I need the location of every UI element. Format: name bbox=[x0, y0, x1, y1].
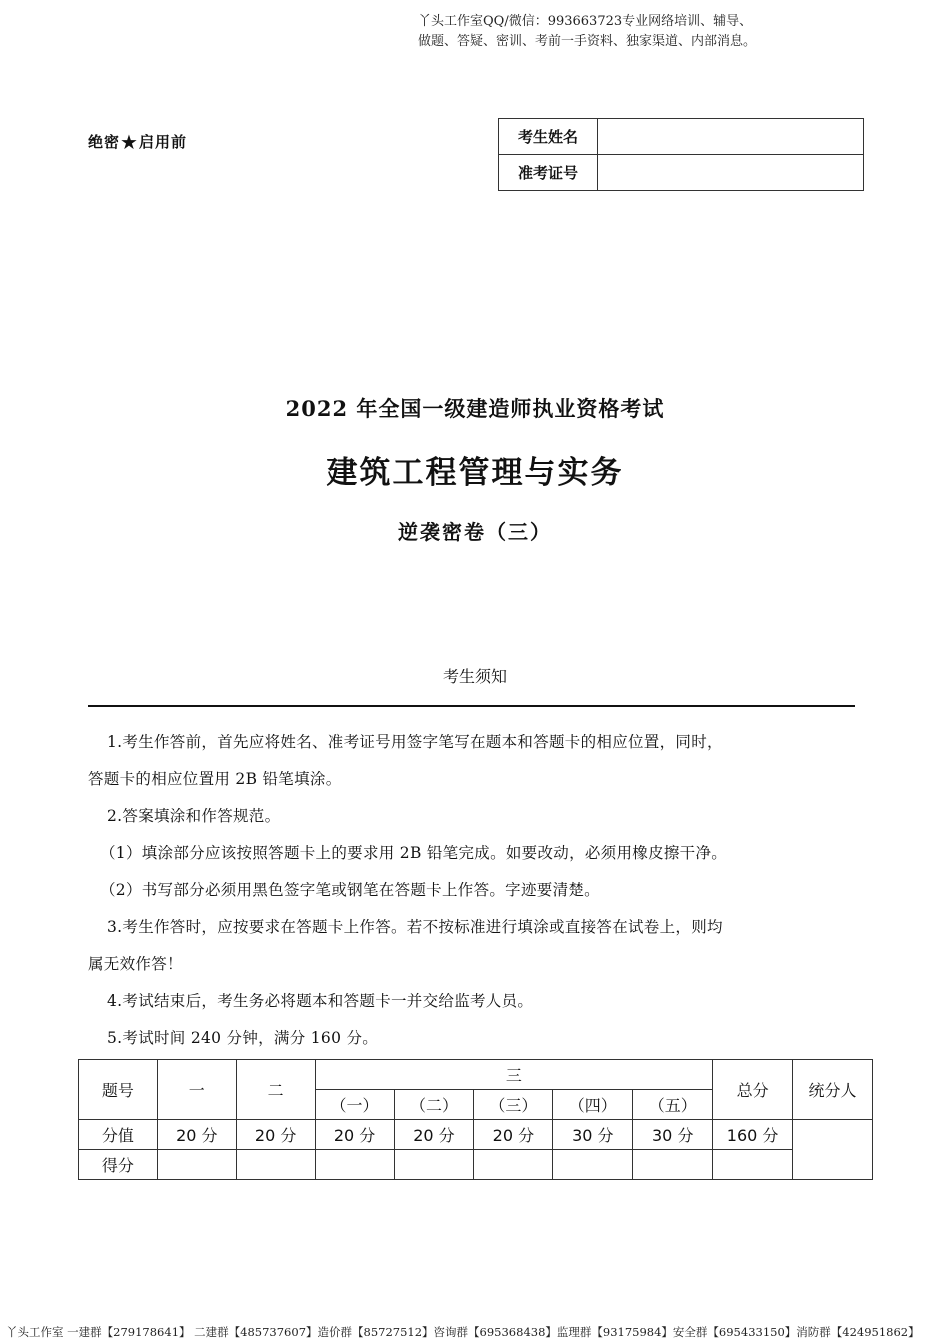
notice-item: 2.答案填涂和作答规范。 bbox=[107, 807, 281, 825]
notice-heading: 考生须知 bbox=[442, 667, 507, 686]
score-entry-cell[interactable] bbox=[553, 1150, 633, 1180]
notice-item: 5.考试时间 240 分钟，满分 160 分。 bbox=[107, 1029, 379, 1047]
header-sub-3: （三） bbox=[474, 1090, 553, 1120]
notice-item: 答题卡的相应位置用 2B 铅笔填涂。 bbox=[88, 770, 342, 788]
score-entry-cell[interactable] bbox=[474, 1150, 553, 1180]
candidate-info-box bbox=[498, 118, 864, 191]
notice-item: 1.考生作答前，首先应将姓名、准考证号用签字笔写在题本和答题卡的相应位置，同时， bbox=[107, 733, 723, 751]
value-cell: 160 分 bbox=[713, 1120, 793, 1150]
row-label-score: 得分 bbox=[79, 1150, 158, 1180]
score-entry-cell[interactable] bbox=[633, 1150, 713, 1180]
before-use-text: 启用前 bbox=[138, 133, 187, 151]
header-total: 总分 bbox=[713, 1060, 793, 1120]
notice-item: （2）书写部分必须用黑色签字笔或钢笔在答题卡上作答。字迹要清楚。 bbox=[100, 881, 600, 899]
footer-group-list: 丫头工作室 一建群【279178641】 二建群【485737607】造价群【85727512】咨询群【695368438】监理群【93175984】安全群【695433150】消防群【424951862】 bbox=[6, 1325, 920, 1339]
header-part-3: 三 bbox=[315, 1060, 713, 1090]
header-scorer: 统分人 bbox=[793, 1060, 873, 1120]
ticket-number-field[interactable] bbox=[598, 155, 864, 191]
confidential-text: 绝密 bbox=[88, 133, 121, 151]
notice-item: 属无效作答！ bbox=[88, 955, 183, 973]
notice-item: 3.考生作答时，应按要求在答题卡上作答。若不按标准进行填涂或直接答在试卷上，则均 bbox=[107, 918, 723, 936]
value-cell: 20 分 bbox=[157, 1120, 236, 1150]
value-cell: 20 分 bbox=[236, 1120, 315, 1150]
star-icon: ★ bbox=[120, 130, 139, 154]
notice-item: 4.考试结束后，考生务必将题本和答题卡一并交给监考人员。 bbox=[107, 992, 534, 1010]
notice-item: （1）填涂部分应该按照答题卡上的要求用 2B 铅笔完成。如要改动，必须用橡皮擦干净。 bbox=[100, 844, 728, 862]
header-question-number: 题号 bbox=[79, 1060, 158, 1120]
value-cell: 30 分 bbox=[633, 1120, 713, 1150]
ticket-number-label: 准考证号 bbox=[499, 155, 598, 191]
row-label-value: 分值 bbox=[79, 1120, 158, 1150]
header-sub-1: （一） bbox=[315, 1090, 394, 1120]
header-note-line-1: 丫头工作室QQ/微信：993663723专业网络培训、辅导、 bbox=[418, 14, 753, 29]
exam-title: 2022 年全国一级建造师执业资格考试 bbox=[285, 396, 665, 421]
value-cell: 20 分 bbox=[315, 1120, 394, 1150]
candidate-name-label: 考生姓名 bbox=[499, 119, 598, 155]
score-entry-cell[interactable] bbox=[394, 1150, 474, 1180]
paper-title: 逆袭密卷（三） bbox=[398, 520, 552, 544]
score-entry-cell[interactable] bbox=[315, 1150, 394, 1180]
notice-list bbox=[88, 724, 858, 1057]
confidential-label bbox=[88, 130, 187, 154]
score-table bbox=[78, 1059, 873, 1180]
score-entry-cell[interactable] bbox=[236, 1150, 315, 1180]
scorer-signature-cell[interactable] bbox=[793, 1120, 873, 1180]
header-note-line-2: 做题、答疑、密训、考前一手资料、独家渠道、内部消息。 bbox=[418, 34, 757, 49]
header-promo-note bbox=[418, 12, 898, 52]
score-entry-cell[interactable] bbox=[157, 1150, 236, 1180]
score-entry-cell[interactable] bbox=[713, 1150, 793, 1180]
subject-title: 建筑工程管理与实务 bbox=[326, 455, 624, 491]
candidate-name-field[interactable] bbox=[598, 119, 864, 155]
header-part-2: 二 bbox=[236, 1060, 315, 1120]
header-sub-4: （四） bbox=[553, 1090, 633, 1120]
notice-divider bbox=[88, 705, 855, 707]
value-cell: 20 分 bbox=[474, 1120, 553, 1150]
value-cell: 30 分 bbox=[553, 1120, 633, 1150]
header-part-1: 一 bbox=[157, 1060, 236, 1120]
value-cell: 20 分 bbox=[394, 1120, 474, 1150]
header-sub-5: （五） bbox=[633, 1090, 713, 1120]
header-sub-2: （二） bbox=[394, 1090, 474, 1120]
